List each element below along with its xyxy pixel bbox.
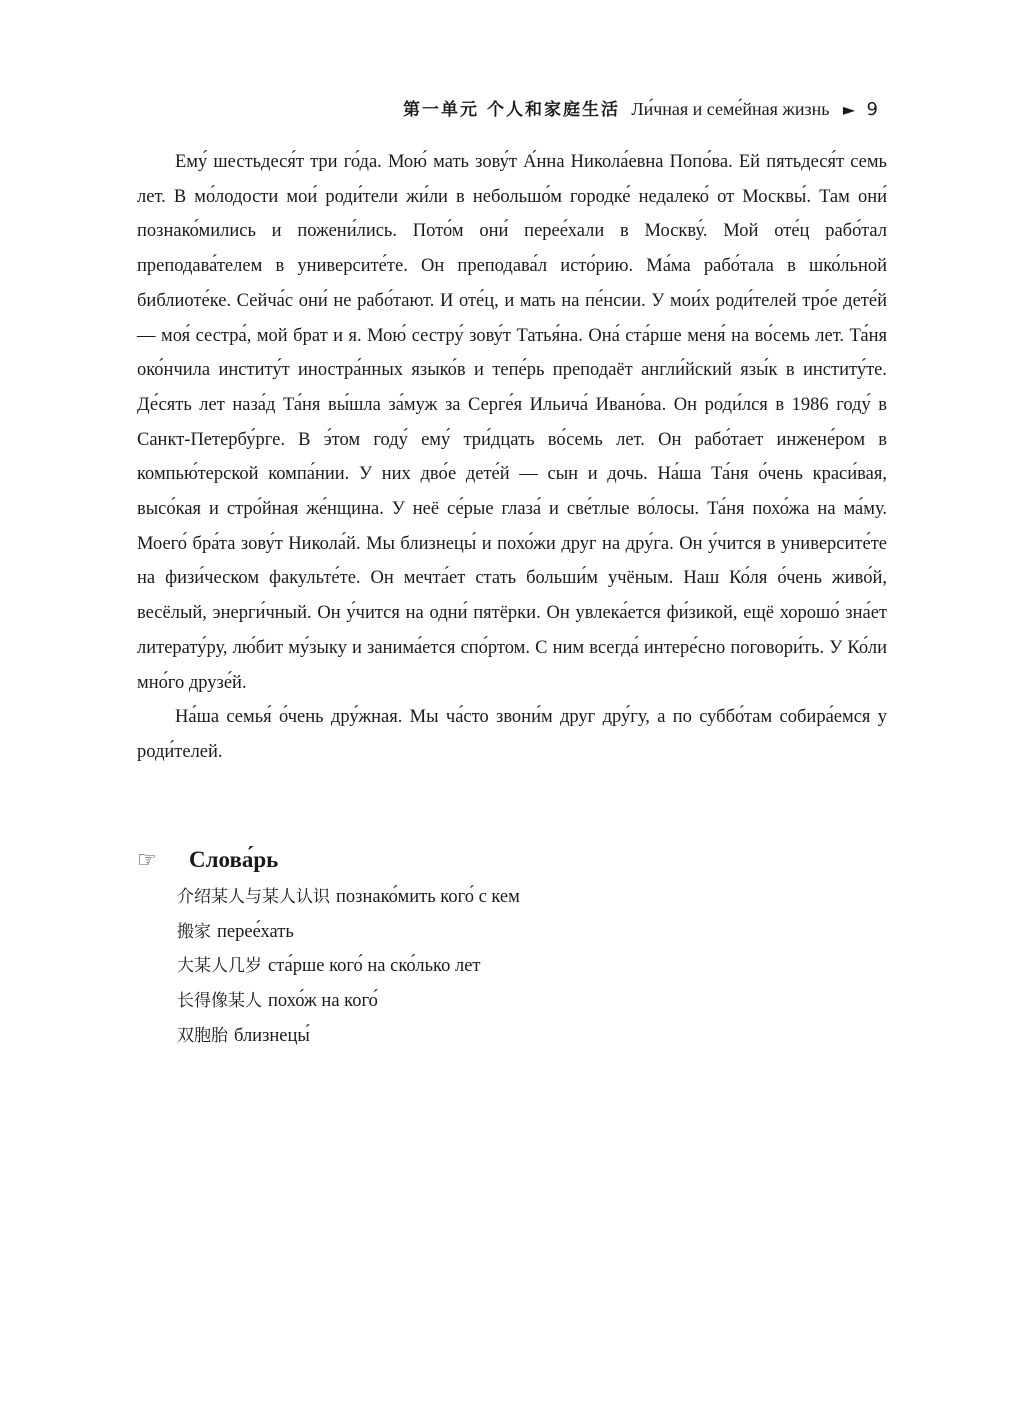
page-number: 9 [866, 99, 878, 120]
vocabulary-list [177, 880, 520, 1054]
vocab-russian: ста́рше кого́ на ско́лько лет [268, 956, 481, 977]
vocab-item [177, 880, 520, 915]
vocab-russian: перее́хать [217, 921, 294, 942]
vocabulary-title: Слова́рь [189, 847, 279, 872]
vocab-item [177, 915, 520, 950]
vocab-item [177, 949, 520, 984]
main-text [137, 145, 887, 770]
chapter-title: Ли́чная и семе́йная жизнь [631, 99, 830, 119]
vocab-item [177, 984, 520, 1019]
vocab-item [177, 1019, 520, 1054]
paragraph-2: На́ша семья́ о́чень дру́жная. Мы ча́сто звони́м друг дру́гу, а по суббо́там собира́емся у роди́телей. [137, 707, 887, 762]
vocab-russian: близнецы́ [234, 1025, 310, 1046]
vocab-chinese: 大某人几岁 [177, 956, 262, 977]
triangle-arrow-icon: ► [842, 100, 856, 119]
vocab-chinese: 双胞胎 [177, 1025, 228, 1046]
vocab-chinese: 搬家 [177, 921, 211, 942]
vocab-chinese: 长得像某人 [177, 991, 262, 1012]
paragraph-1: Ему́ шестьдеся́т три го́да. Мою́ мать зову́т А́нна Никола́евна Попо́ва. Ей пятьдеся́т семь лет. В мо́лодости мои́ роди́тели жи́ли в небольшо́м городке́ недалеко́ от Москвы́. Там они́ познако́мились и пожени́лись. Пото́м они́ перее́хали в Москву́. Мой оте́ц рабо́тал преподава́телем в университе́те. Он преподава́л исто́рию. Ма́ма рабо́тала в шко́льной библиоте́ке. Сейча́с они́ не рабо́тают. И оте́ц, и мать на пе́нсии. У мои́х роди́телей тро́е дете́й — моя́ сестра́, мой брат и я. Мою́ сестру́ зову́т Татья́на. Она́ ста́рше меня́ на во́семь лет. Та́ня око́нчила институ́т иностра́нных языко́в и тепе́рь преподаёт англи́йский язы́к в институ́те. Де́сять лет наза́д Та́ня вы́шла за́муж за Серге́я Ильича́ Ивано́ва. Он роди́лся в 1986 году́ в Санкт-Петербу́рге. В э́том году́ ему́ три́дцать во́семь лет. Он рабо́тает инжене́ром в компью́терской компа́нии. У них дво́е дете́й — сын и дочь. На́ша Та́ня о́чень краси́вая, высо́кая и стро́йная же́нщина. У неё се́рые глаза́ и све́тлые во́лосы. Та́ня похо́жа на ма́му. Моего́ бра́та зову́т Никола́й. Мы близнецы́ и похо́жи друг на дру́га. Он у́чится в университе́те на физи́ческом факульте́те. Он мечта́ет стать больши́м учёным. Наш Ко́ля о́чень живо́й, весёлый, энерги́чный. Он у́чится на одни́ пятёрки. Он увлека́ется фи́зикой, ещё хорошо́ зна́ет литерату́ру, лю́бит му́зыку и занима́ется спо́ртом. С ним всегда́ интере́сно поговори́ть. У Ко́ли мно́го друзе́й. [137, 152, 887, 693]
vocab-russian: познако́мить кого́ с кем [336, 887, 520, 907]
unit-title: 第一单元 个人和家庭生活 [403, 100, 620, 120]
pointing-hand-icon: ☞ [137, 847, 157, 873]
vocab-russian: похо́ж на кого́ [268, 991, 378, 1012]
vocab-chinese: 介绍某人与某人认识 [177, 887, 330, 907]
vocabulary-heading [137, 840, 278, 880]
running-header [0, 96, 878, 123]
